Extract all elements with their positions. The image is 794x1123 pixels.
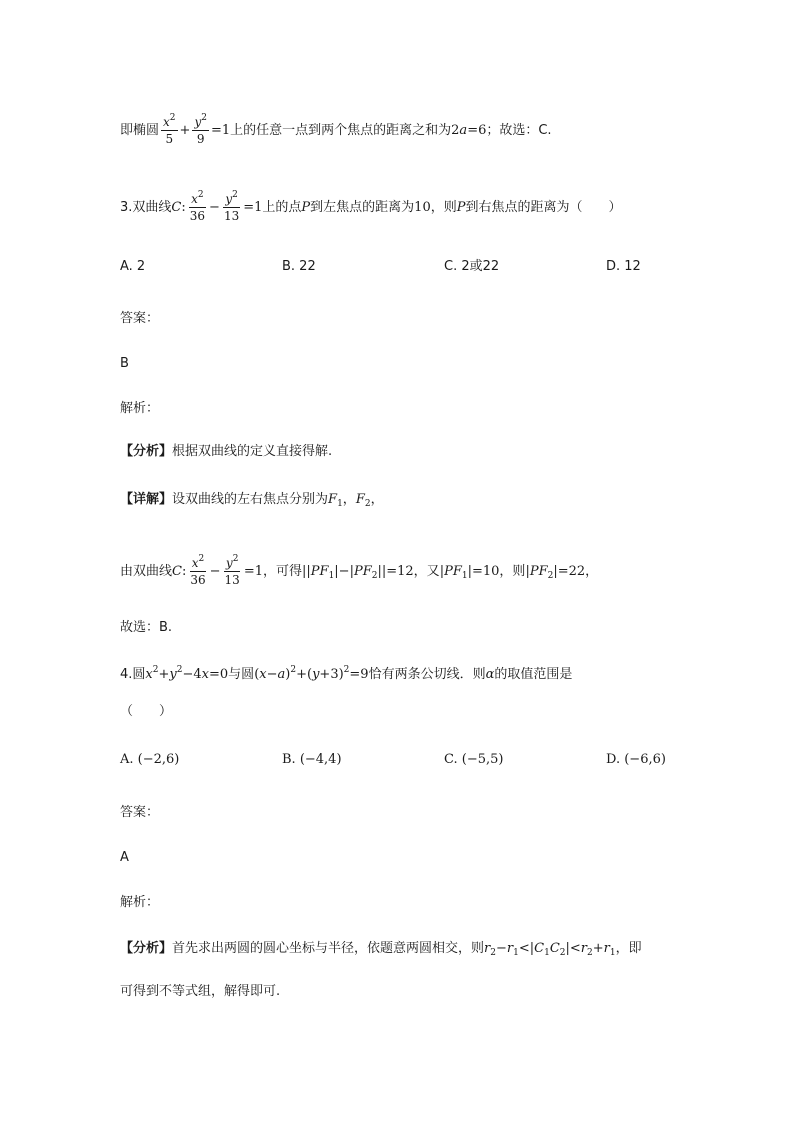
q3-analysis-label: 解析： bbox=[120, 401, 160, 416]
q4-answer-label: 答案： bbox=[120, 805, 160, 820]
q3-option-a[interactable]: A. 2 bbox=[120, 259, 146, 274]
q4-fenxi: 【分析】首先求出两圆的圆心坐标与半径，依题意两圆相交，则$r_2-r_1<|C_1C_2|<r_2+r_1$，即 bbox=[120, 941, 642, 958]
q3-option-d[interactable]: D. 12 bbox=[606, 259, 641, 274]
q4-option-a[interactable]: A. (−2,6) bbox=[120, 752, 180, 767]
q4-option-b[interactable]: B. (−4,4) bbox=[282, 752, 342, 767]
fraction-x2-36: $\frac{x^2}{36}$ bbox=[189, 190, 206, 223]
q3-xiangjie: 【详解】设双曲线的左右焦点分别为$F_1$，$F_2$， bbox=[120, 492, 384, 509]
fraction-x2-36-b: $\frac{x^2}{36}$ bbox=[190, 554, 206, 587]
fraction-y2-13-b: $\frac{y^2}{13}$ bbox=[224, 554, 240, 587]
q3-derivation: 由双曲线C: $\frac{x^2}{36}$ − $\frac{y^2}{13}$ =1，可得$||PF_1|-|PF_2||=12$，又$|PF_1|=10$，则$|PF_2|=22$， bbox=[120, 554, 599, 587]
q4-option-d[interactable]: D. (−6,6) bbox=[606, 752, 666, 767]
q4-option-c[interactable]: C. (−5,5) bbox=[444, 752, 504, 767]
fraction-x2-5: $\frac{x^2}{5}$ bbox=[163, 113, 176, 146]
question-3-stem: 3.双曲线C: $\frac{x^2}{36}$ − $\frac{y^2}{13}$ =1上的点P到左焦点的距离为10，则P到右焦点的距离为（ ） bbox=[120, 190, 622, 223]
q3-option-b[interactable]: B. 22 bbox=[282, 259, 316, 274]
q3-fenxi: 【分析】根据双曲线的定义直接得解. bbox=[120, 444, 333, 459]
q4-analysis-label: 解析： bbox=[120, 895, 160, 910]
q4-fenxi-line2: 可得到不等式组，解得即可. bbox=[120, 984, 281, 999]
q3-option-c[interactable]: C. 2或22 bbox=[444, 259, 500, 274]
ellipse-conclusion-line: 即椭圆 $\frac{x^2}{5}$ + $\frac{y^2}{9}$ =1上的任意一点到两个焦点的距离之和为2a=6；故选：C. bbox=[120, 113, 552, 146]
fraction-y2-9: $\frac{y^2}{9}$ bbox=[194, 113, 207, 146]
question-4-stem: 4.圆$x^2+y^2-4x=0$与圆$(x-a)^2+(y+3)^2=9$恰有两条公切线．则α的取值范围是 bbox=[120, 665, 573, 682]
q3-answer-label: 答案： bbox=[120, 311, 160, 326]
q3-answer: B bbox=[120, 356, 129, 371]
fraction-y2-13: $\frac{y^2}{13}$ bbox=[223, 190, 240, 223]
question-4-paren: （ ） bbox=[120, 704, 173, 719]
q3-conclusion: 故选：B. bbox=[120, 620, 173, 635]
q4-answer: A bbox=[120, 850, 129, 865]
